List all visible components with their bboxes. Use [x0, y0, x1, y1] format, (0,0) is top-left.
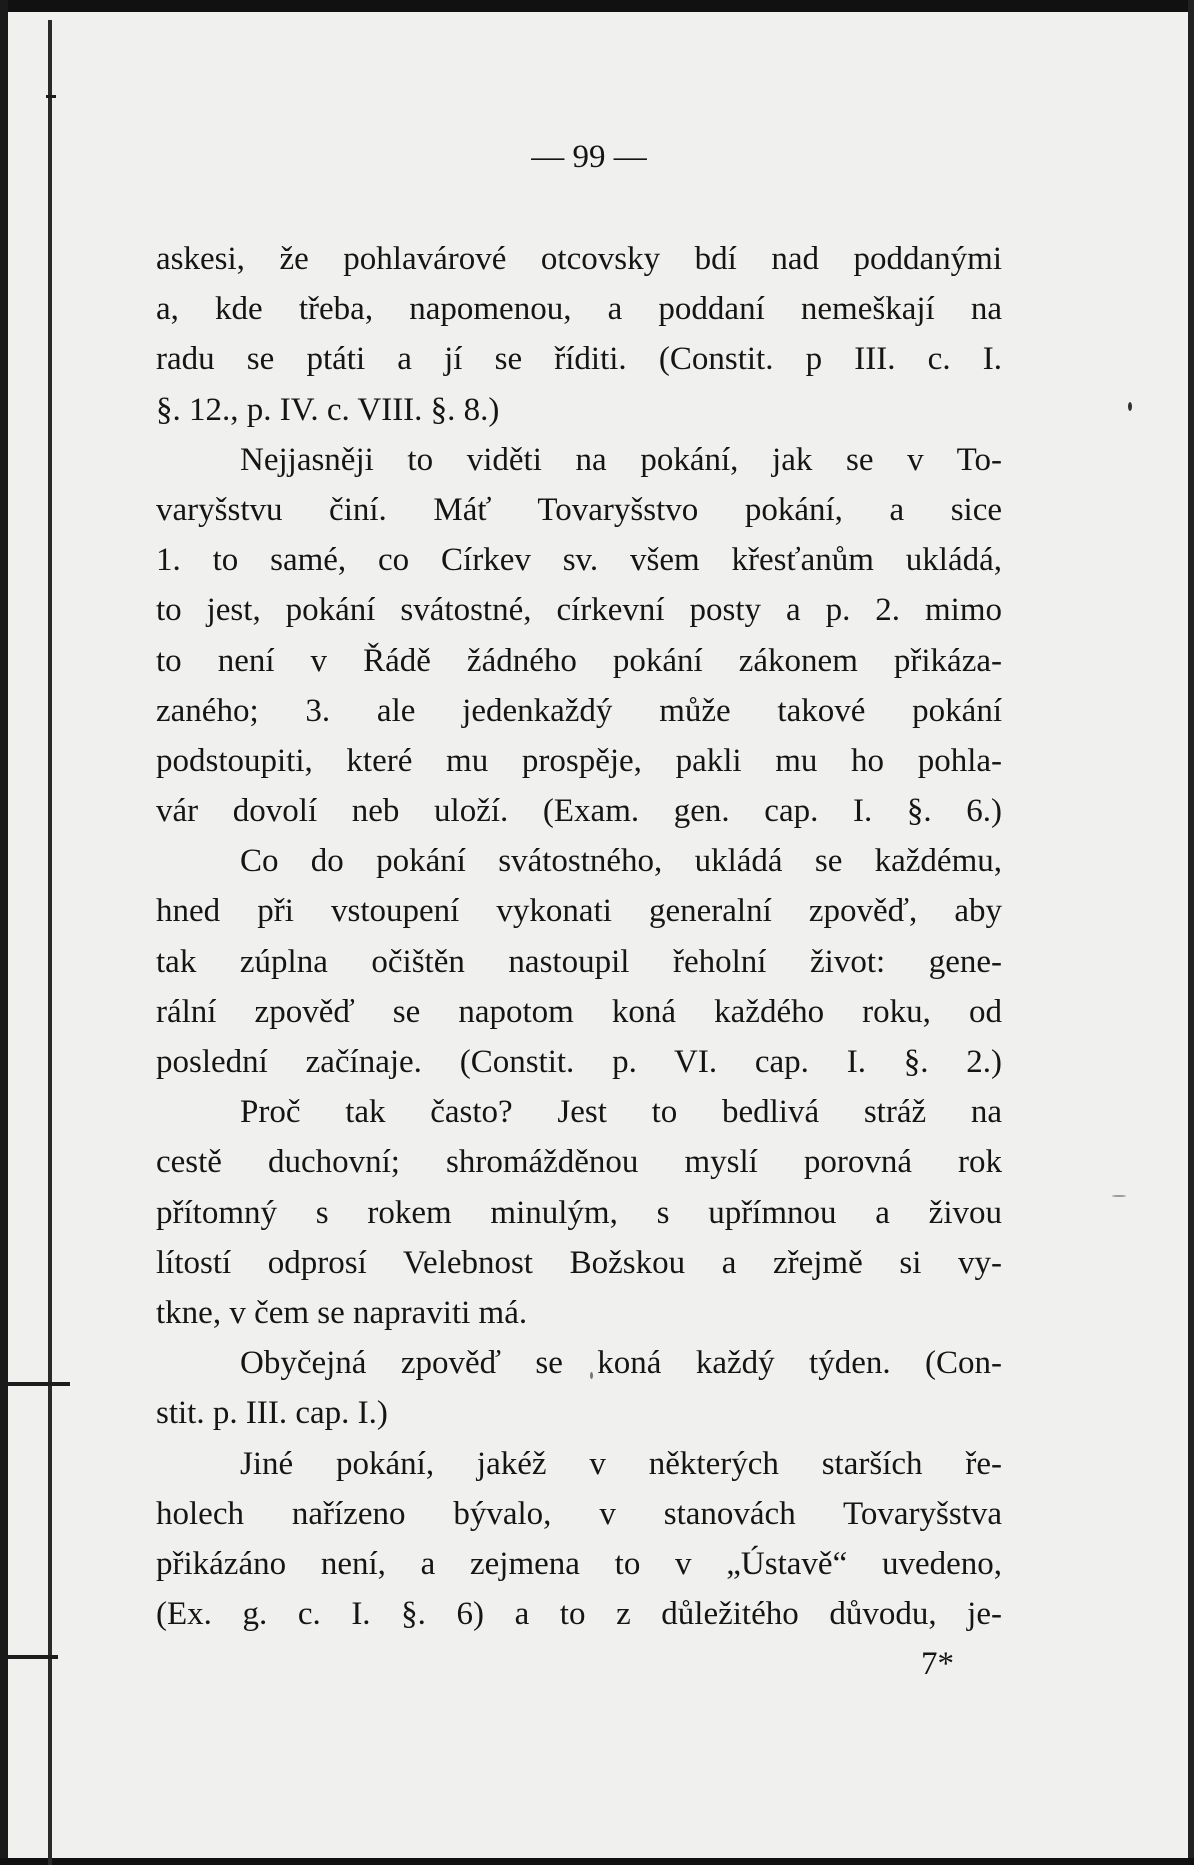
- scan-border-left: [0, 0, 8, 1865]
- paragraph-4: [156, 1087, 1002, 1338]
- text-line: holech nařízeno bývalo, v stanovách Tovaryšstva: [156, 1495, 1002, 1532]
- text-line: Jiné pokání, jakéž v některých starších ře-: [240, 1445, 1002, 1482]
- text-line: a, kde třeba, napomenou, a poddaní nemeškají na: [156, 291, 1002, 328]
- text-line: hned při vstoupení vykonati generalní zpověď, aby: [156, 893, 1002, 930]
- paragraph-5: [156, 1338, 1002, 1438]
- text-line: rální zpověď se napotom koná každého roku, od: [156, 993, 1002, 1030]
- text-line: to jest, pokání svátostné, církevní posty a p. 2. mimo: [156, 592, 1002, 629]
- scan-speck: [1112, 1195, 1126, 1197]
- text-line: to není v Řádě žádného pokání zákonem přikáza-: [156, 642, 1002, 679]
- text-line: varyšstvu činí. Máť Tovaryšstvo pokání, a sice: [156, 491, 1002, 528]
- binding-edge: [48, 20, 52, 1865]
- scan-border-bottom: [0, 1858, 1194, 1865]
- printer-signature-mark: 7*: [921, 1646, 954, 1683]
- text-line: vár dovolí neb uloží. (Exam. gen. cap. I. §. 6.): [156, 793, 1002, 830]
- text-line: lítostí odprosí Velebnost Božskou a zřejmě si vy-: [156, 1244, 1002, 1281]
- text-line: podstoupiti, které mu prospěje, pakli mu ho pohla-: [156, 742, 1002, 779]
- text-line: poslední začínaje. (Constit. p. VI. cap. I. §. 2.): [156, 1044, 1002, 1080]
- text-line: cestě duchovní; shromážděnou myslí porovná rok: [156, 1144, 1002, 1181]
- scan-border-top: [0, 0, 1194, 12]
- text-line: tkne, v čem se napraviti má.: [156, 1294, 528, 1331]
- text-line: askesi, že pohlavárové otcovsky bdí nad poddanými: [156, 241, 1002, 277]
- binding-tick-mark: [8, 1382, 70, 1386]
- scan-speck: [1128, 402, 1132, 411]
- text-line: 1. to samé, co Církev sv. všem křesťanům ukládá,: [156, 542, 1002, 579]
- text-line: (Ex. g. c. I. §. 6) a to z důležitého důvodu, je-: [156, 1596, 1002, 1633]
- text-line: přítomný s rokem minulým, s upřímnou a živou: [156, 1194, 1002, 1231]
- paragraph-2: [156, 435, 1002, 837]
- text-line: stit. p. III. cap. I.): [156, 1395, 388, 1432]
- binding-tick-mark: [46, 95, 56, 98]
- book-page: [156, 132, 1002, 1689]
- text-line: Proč tak často? Jest to bedlivá stráž na: [240, 1094, 1002, 1131]
- text-line: přikázáno není, a zejmena to v „Ústavě“ uvedeno,: [156, 1545, 1002, 1582]
- text-line: §. 12., p. IV. c. VIII. §. 8.): [156, 391, 500, 428]
- paragraph-1: [156, 234, 1002, 435]
- page-number: — 99 —: [531, 139, 647, 175]
- scan-border-right: [1188, 0, 1194, 1865]
- paragraph-3: [156, 836, 1002, 1087]
- text-line: radu se ptáti a jí se říditi. (Constit. p III. c. I.: [156, 341, 1002, 378]
- text-line: zaného; 3. ale jedenkaždý může takové pokání: [156, 692, 1002, 729]
- text-line: tak zúplna očištěn nastoupil řeholní život: gene-: [156, 943, 1002, 980]
- binding-tick-mark: [8, 1655, 58, 1659]
- text-line: Obyčejná zpověď se koná každý týden. (Con-: [240, 1345, 1002, 1382]
- text-line: Nejjasněji to viděti na pokání, jak se v To-: [240, 441, 1002, 478]
- paragraph-6: [156, 1439, 1002, 1640]
- text-line: Co do pokání svátostného, ukládá se každému,: [240, 843, 1002, 880]
